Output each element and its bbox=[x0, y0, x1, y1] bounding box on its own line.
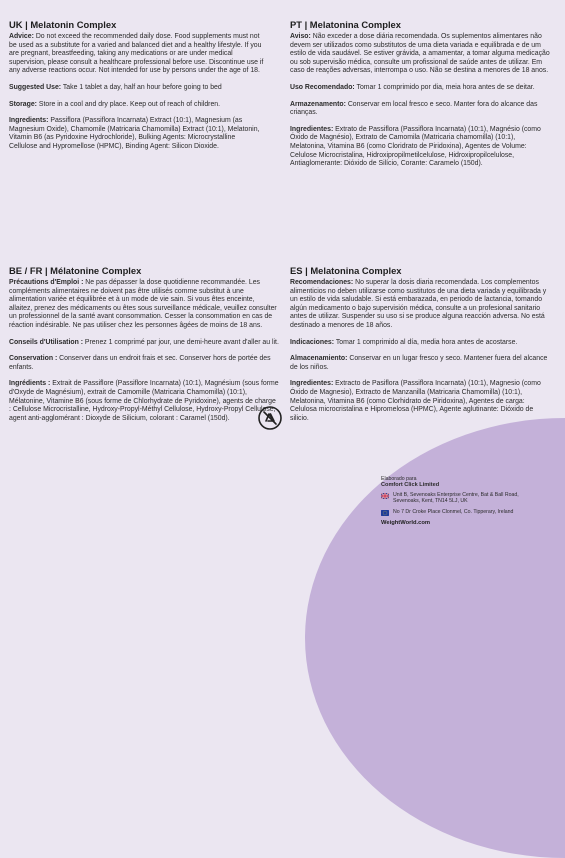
ingredients-text: Ingredientes: Extracto de Pasiflora (Passiflora Incarnata) (10:1), Magnesio (como Óxido de Magnesio), Extracto de Manzanilla (Matricaria Chamomilla) (10:1), Melatonina, Vitamina B6 (como Clorhidrato de Piridoxina), Agentes de carga: Celulosa microcristalina e Hipromelosa (HPMC), Agente aglutinante: Dióxido de silicio. bbox=[290, 380, 541, 422]
section-be-fr bbox=[9, 265, 279, 431]
ingredients-text: Ingredientes: Extrato de Passiflora (Passiflora Incarnata) (10:1), Magnésio (como Óxido de Magnésio), Extrato de Camomila (Matricaria chamomilla) (10:1), Melatonina, Vitamina B6 (como Cloridrato de Piridoxina), Agentes de Volume: Celulose Microcristalina, Hidroxipropilmetilcelulose, Hidroxipropilcelulose, Antiaglomerante: Dióxido de Silício, Corante: Caramelo (150d). bbox=[290, 125, 541, 168]
section-title: ES | Melatonina Complex bbox=[290, 265, 402, 276]
eu-flag-icon bbox=[381, 510, 389, 516]
section-title: PT | Melatonina Complex bbox=[290, 19, 401, 30]
section-uk bbox=[9, 19, 264, 160]
uk-flag-icon bbox=[381, 493, 389, 499]
section-es bbox=[290, 265, 552, 431]
storage-text: Storage: Store in a cool and dry place. Keep out of reach of children. bbox=[9, 100, 221, 108]
manufacturer-name: Comfort Click Limited bbox=[381, 482, 440, 489]
advice-text: Recomendaciones: No superar la dosis diaria recomendada. Los complementos alimenticios no deben utilizarse como sustitutos de una dieta variada y equilibrada y un estilo de vida saludable. Si está embarazada, en periodo de lactancia, tomando algún medicamento o bajo supervisión médica, consulte a un profesional sanitario antes de utilizar. Suspender su uso si se produce alguna reacción adversa. No está destinado a menores de 18 años. bbox=[290, 279, 547, 329]
advice-text: Aviso: Não exceder a dose diária recomendada. Os suplementos alimentares não devem ser utilizados como substitutos de uma dieta variada e equilibrada e de um estilo de vida saudável. Se estiver grávida, a amamentar, a tomar alguma medicação ou sob supervisão médica, consulte um profissional de saúde antes de utilizar. Em caso de reações adversas, interrompa o uso. Não se destina a menores de 18 anos. bbox=[290, 33, 550, 75]
manufacturer-info bbox=[381, 476, 521, 526]
ie-address: No 7 Dr Croke Place Clonmel, Co. Tipperary, Ireland bbox=[381, 509, 521, 516]
suggested-use-text: Conseils d'Utilisation : Prenez 1 comprimé par jour, une demi-heure avant d'aller au lit. bbox=[9, 338, 279, 346]
suggested-use-text: Suggested Use: Take 1 tablet a day, half an hour before going to bed bbox=[9, 83, 222, 91]
made-for-label: Elaborado para bbox=[381, 476, 417, 482]
section-title: UK | Melatonin Complex bbox=[9, 19, 117, 30]
brand-logo: WeightWorld.com bbox=[381, 519, 431, 526]
advice-text: Advice: Do not exceed the recommended daily dose. Food supplements must not be used as a substitute for a varied and balanced diet and a healthy lifestyle. If you are pregnant, breastfeeding, taking any medications or are under medical supervision, please consult a healthcare professional before use. Discontinue use if any adverse reactions occur. Not intended for use by persons under the age of 18. bbox=[9, 33, 264, 75]
ingredients-text: Ingrédients : Extrait de Passiflore (Passiflore Incarnata) (10:1), Magnésium (sous forme d'Oxyde de Magnésium), extrait de Camomille (Matricaria Chamomilla) (10:1), Mélatonine, Vitamine B6 (sous forme de Chlorhydrate de Pyridoxine), agents de charge : Cellulose Microcristalline, Hydroxy-Propyl-Méthyl Cellulose, Hydroxy-Propyl Cellulose, agent anti-agglomérant : Dioxyde de Silicium, colorant : Caramel (150d). bbox=[9, 380, 279, 422]
storage-text: Armazenamento: Conservar em local fresco e seco. Manter fora do alcance das crianças. bbox=[290, 100, 538, 117]
storage-text: Conservation : Conserver dans un endroit frais et sec. Conserver hors de portée des enfants. bbox=[9, 355, 271, 371]
section-pt bbox=[290, 19, 552, 177]
uk-address: Unit B, Sevenoaks Enterprise Centre, Bat & Ball Road, Sevenoaks, Kent, TN14 5LJ, UK bbox=[381, 492, 521, 505]
recycling-symbol-icon bbox=[258, 406, 282, 430]
ingredients-text: Ingredients: Passiflora (Passiflora Incarnata) Extract (10:1), Magnesium (as Magnesium Oxide), Chamomile (Matricaria Chamomilla) Extract (10:1), Melatonin, Vitamin B6 (as Pyridoxine Hydrochloride), Bulking Agents: Microcrystalline Cellulose and Hypromellose (HPMC), Binding Agent: Silicon Dioxide. bbox=[9, 117, 260, 150]
section-title: BE / FR | Mélatonine Complex bbox=[9, 265, 142, 276]
suggested-use-text: Indicaciones: Tomar 1 comprimido al día, media hora antes de acostarse. bbox=[290, 338, 518, 346]
suggested-use-text: Uso Recomendado: Tomar 1 comprimido por dia, meia hora antes de se deitar. bbox=[290, 83, 535, 91]
storage-text: Almacenamiento: Conservar en un lugar fresco y seco. Mantener fuera del alcance de los niños. bbox=[290, 355, 548, 371]
advice-text: Précautions d'Emploi : Ne pas dépasser la dose quotidienne recommandée. Les compléments alimentaires ne doivent pas être utilisés comme substitut à une alimentation variée et équilibrée et à un mode de vie sain. Si vous êtes enceinte, allaitez, prenez des médicaments ou êtes sous surveillance médicale, veuillez consulter un professionnel de la santé avant consommation. Cesser la consommation en cas de réaction indésirable. Ne pas utiliser chez les personnes âgées de moins de 18 ans. bbox=[9, 279, 277, 329]
